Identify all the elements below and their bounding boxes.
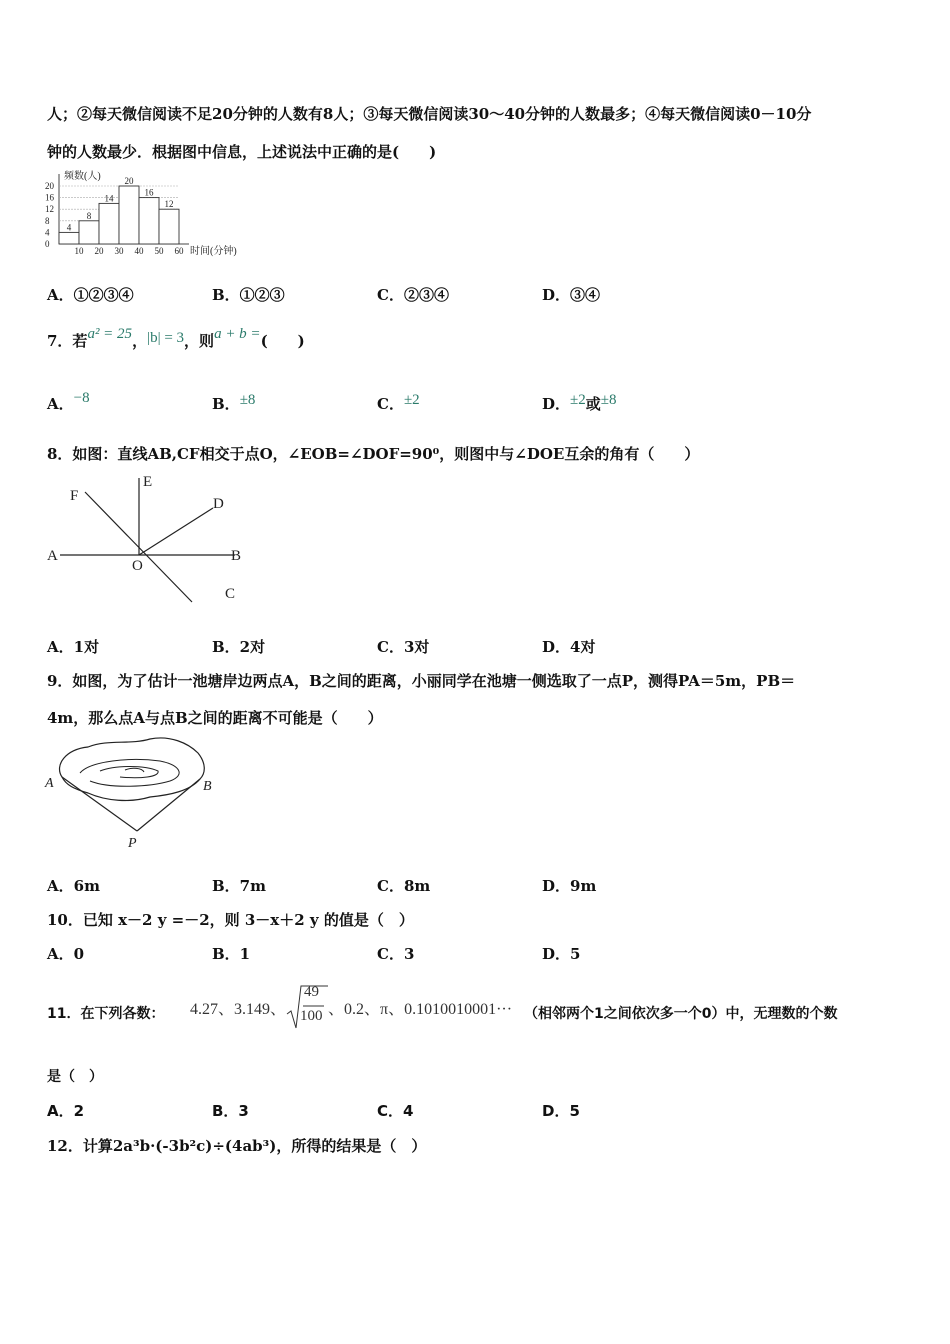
q8-label-d: D	[213, 496, 224, 512]
histogram-bar	[99, 203, 119, 244]
q7-option-c[interactable]	[377, 393, 420, 414]
q7-option-b-letter: B．	[212, 395, 240, 413]
q11-frac-den: 100	[300, 1008, 323, 1024]
q6-text-line2: 钟的人数最少．根据图中信息，上述说法中正确的是( )	[47, 143, 437, 161]
histogram-bar	[79, 221, 99, 244]
q10-option-c[interactable]: C．3	[377, 945, 415, 963]
q7-option-b-value: ±8	[239, 392, 256, 408]
q6-option-b[interactable]: B．①②③	[212, 286, 285, 304]
q9-segment-pa	[62, 777, 137, 831]
q11-prefix: 11．在下列各数：	[47, 1006, 165, 1022]
y-tick-label: 0	[45, 239, 50, 249]
q8-option-c[interactable]: C．3对	[377, 638, 430, 656]
y-tick-label: 20	[45, 181, 54, 191]
q11-line2: 是（ ）	[47, 1069, 103, 1085]
q10-option-d[interactable]: D．5	[542, 945, 581, 963]
q6-option-d[interactable]: D．③④	[542, 286, 601, 304]
q9-pond-ripple2	[100, 767, 158, 778]
q9-text-line1: 9．如图，为了估计一池塘岸边两点A，B之间的距离，小丽同学在池塘一侧选取了一点P，测得PA＝5m，PB＝	[47, 672, 796, 690]
q7-option-d-letter: D．	[542, 395, 571, 413]
histogram-bar	[119, 186, 139, 244]
q7-option-d-mid: 或	[585, 395, 601, 413]
bar-value-label: 4	[66, 222, 72, 233]
q7-sep1: ，	[132, 332, 148, 350]
q8-option-d[interactable]: D．4对	[542, 638, 596, 656]
q6-chart-xlabel: 时间(分钟)	[190, 246, 237, 257]
q9-text-line2: 4m，那么点A与点B之间的距离不可能是（ ）	[47, 709, 383, 727]
q11-numbers: 4.27、3.149、	[190, 1000, 287, 1018]
q9-segment-pb	[137, 779, 200, 831]
q11-option-d[interactable]: D．5	[542, 1102, 580, 1120]
x-tick-label: 60	[174, 246, 184, 256]
q9-option-b[interactable]: B．7m	[212, 877, 266, 895]
q7-sep2: ，则	[184, 332, 215, 350]
q11-suffix: （相邻两个1之间依次多一个0）中，无理数的个数	[524, 1006, 838, 1022]
q9-figure	[40, 735, 230, 855]
y-tick-label: 12	[45, 204, 54, 215]
q12-text: 12．计算2a³b·(-3b²c)÷(4ab³)，所得的结果是（ ）	[47, 1137, 427, 1155]
q8-label-e: E	[143, 474, 153, 490]
q11-option-c[interactable]: C．4	[377, 1102, 414, 1120]
q7-suffix: ( )	[260, 332, 305, 350]
q7-option-c-letter: C．	[377, 395, 404, 413]
q7-option-d-value2: ±8	[600, 392, 617, 408]
x-tick-label: 40	[134, 246, 144, 256]
bar-value-label: 8	[86, 210, 92, 221]
q6-histogram	[44, 168, 284, 260]
q8-label-c: C	[225, 586, 236, 602]
q10-text: 10．已知 x－2 y =－2，则 3－x＋2 y 的值是（ ）	[47, 911, 414, 929]
q6-chart-ylabel: 频数(人)	[64, 171, 101, 182]
histogram-bar	[139, 198, 159, 244]
q9-option-c[interactable]: C．8m	[377, 877, 431, 895]
q7-option-a-value: −8	[73, 390, 90, 406]
q11-option-a[interactable]: A．2	[47, 1102, 85, 1120]
bar-value-label: 20	[124, 176, 134, 186]
q8-label-a: A	[47, 548, 58, 564]
q9-pond-ripple1	[80, 760, 179, 787]
q7-text	[47, 326, 305, 351]
q8-option-a[interactable]: A．1对	[47, 638, 100, 656]
q8-label-f: F	[70, 488, 79, 504]
y-tick-label: 8	[45, 215, 50, 226]
bar-value-label: 14	[104, 193, 114, 204]
y-tick-label: 4	[45, 227, 50, 238]
q6-option-c[interactable]: C．②③④	[377, 286, 449, 304]
x-tick-label: 20	[94, 246, 104, 256]
q8-figure	[40, 470, 260, 610]
q9-label-a: A	[45, 776, 54, 791]
q11-frac-num: 49	[304, 984, 320, 1000]
q7-expr3: a + b =	[214, 326, 261, 342]
q11-sqrt	[286, 984, 328, 1030]
histogram-bar	[159, 209, 179, 244]
q8-text: 8．如图：直线AB,CF相交于点O，∠EOB=∠DOF=90⁰，则图中与∠DOE互余的角有（ ）	[47, 445, 700, 463]
q7-option-a[interactable]	[47, 390, 90, 414]
x-tick-label: 30	[114, 246, 124, 256]
q8-ray-od	[139, 508, 213, 555]
q7-option-b[interactable]	[212, 393, 255, 414]
q11-numbers2: 、0.2、π、0.1010010001···	[328, 1000, 513, 1018]
q7-option-d-value: ±2	[570, 392, 586, 408]
q6-text-line1: 人；②每天微信阅读不足20分钟的人数有8人；③每天微信阅读30～40分钟的人数最多；④每天微信阅读0－10分	[47, 105, 812, 123]
q9-label-b: B	[203, 779, 212, 794]
q7-option-d[interactable]	[542, 393, 617, 414]
bar-value-label: 12	[164, 199, 174, 210]
q8-label-o: O	[132, 558, 143, 574]
q7-expr2: |b| = 3	[147, 330, 185, 346]
x-tick-label: 10	[74, 246, 84, 256]
q6-option-a[interactable]: A．①②③④	[47, 286, 134, 304]
q9-label-p: P	[128, 836, 137, 851]
q6-chart-marks	[45, 174, 189, 256]
q7-prefix: 7．若	[47, 332, 88, 350]
q10-option-a[interactable]: A．0	[47, 945, 85, 963]
q9-pond-ripple3	[125, 768, 144, 772]
histogram-bar	[59, 232, 79, 244]
q11-option-b[interactable]: B．3	[212, 1102, 249, 1120]
q7-option-c-value: ±2	[403, 392, 420, 408]
q7-option-a-letter: A．	[47, 395, 74, 413]
bar-value-label: 16	[144, 187, 154, 198]
q9-option-a[interactable]: A．6m	[47, 877, 100, 895]
q9-option-d[interactable]: D．9m	[542, 877, 597, 895]
x-tick-label: 50	[154, 246, 164, 256]
q8-label-b: B	[231, 548, 242, 564]
q11-expression	[190, 984, 512, 1030]
q8-option-b[interactable]: B．2对	[212, 638, 266, 656]
y-tick-label: 16	[45, 192, 54, 203]
q7-expr1: a² = 25	[87, 326, 133, 342]
q10-option-b[interactable]: B．1	[212, 945, 251, 963]
